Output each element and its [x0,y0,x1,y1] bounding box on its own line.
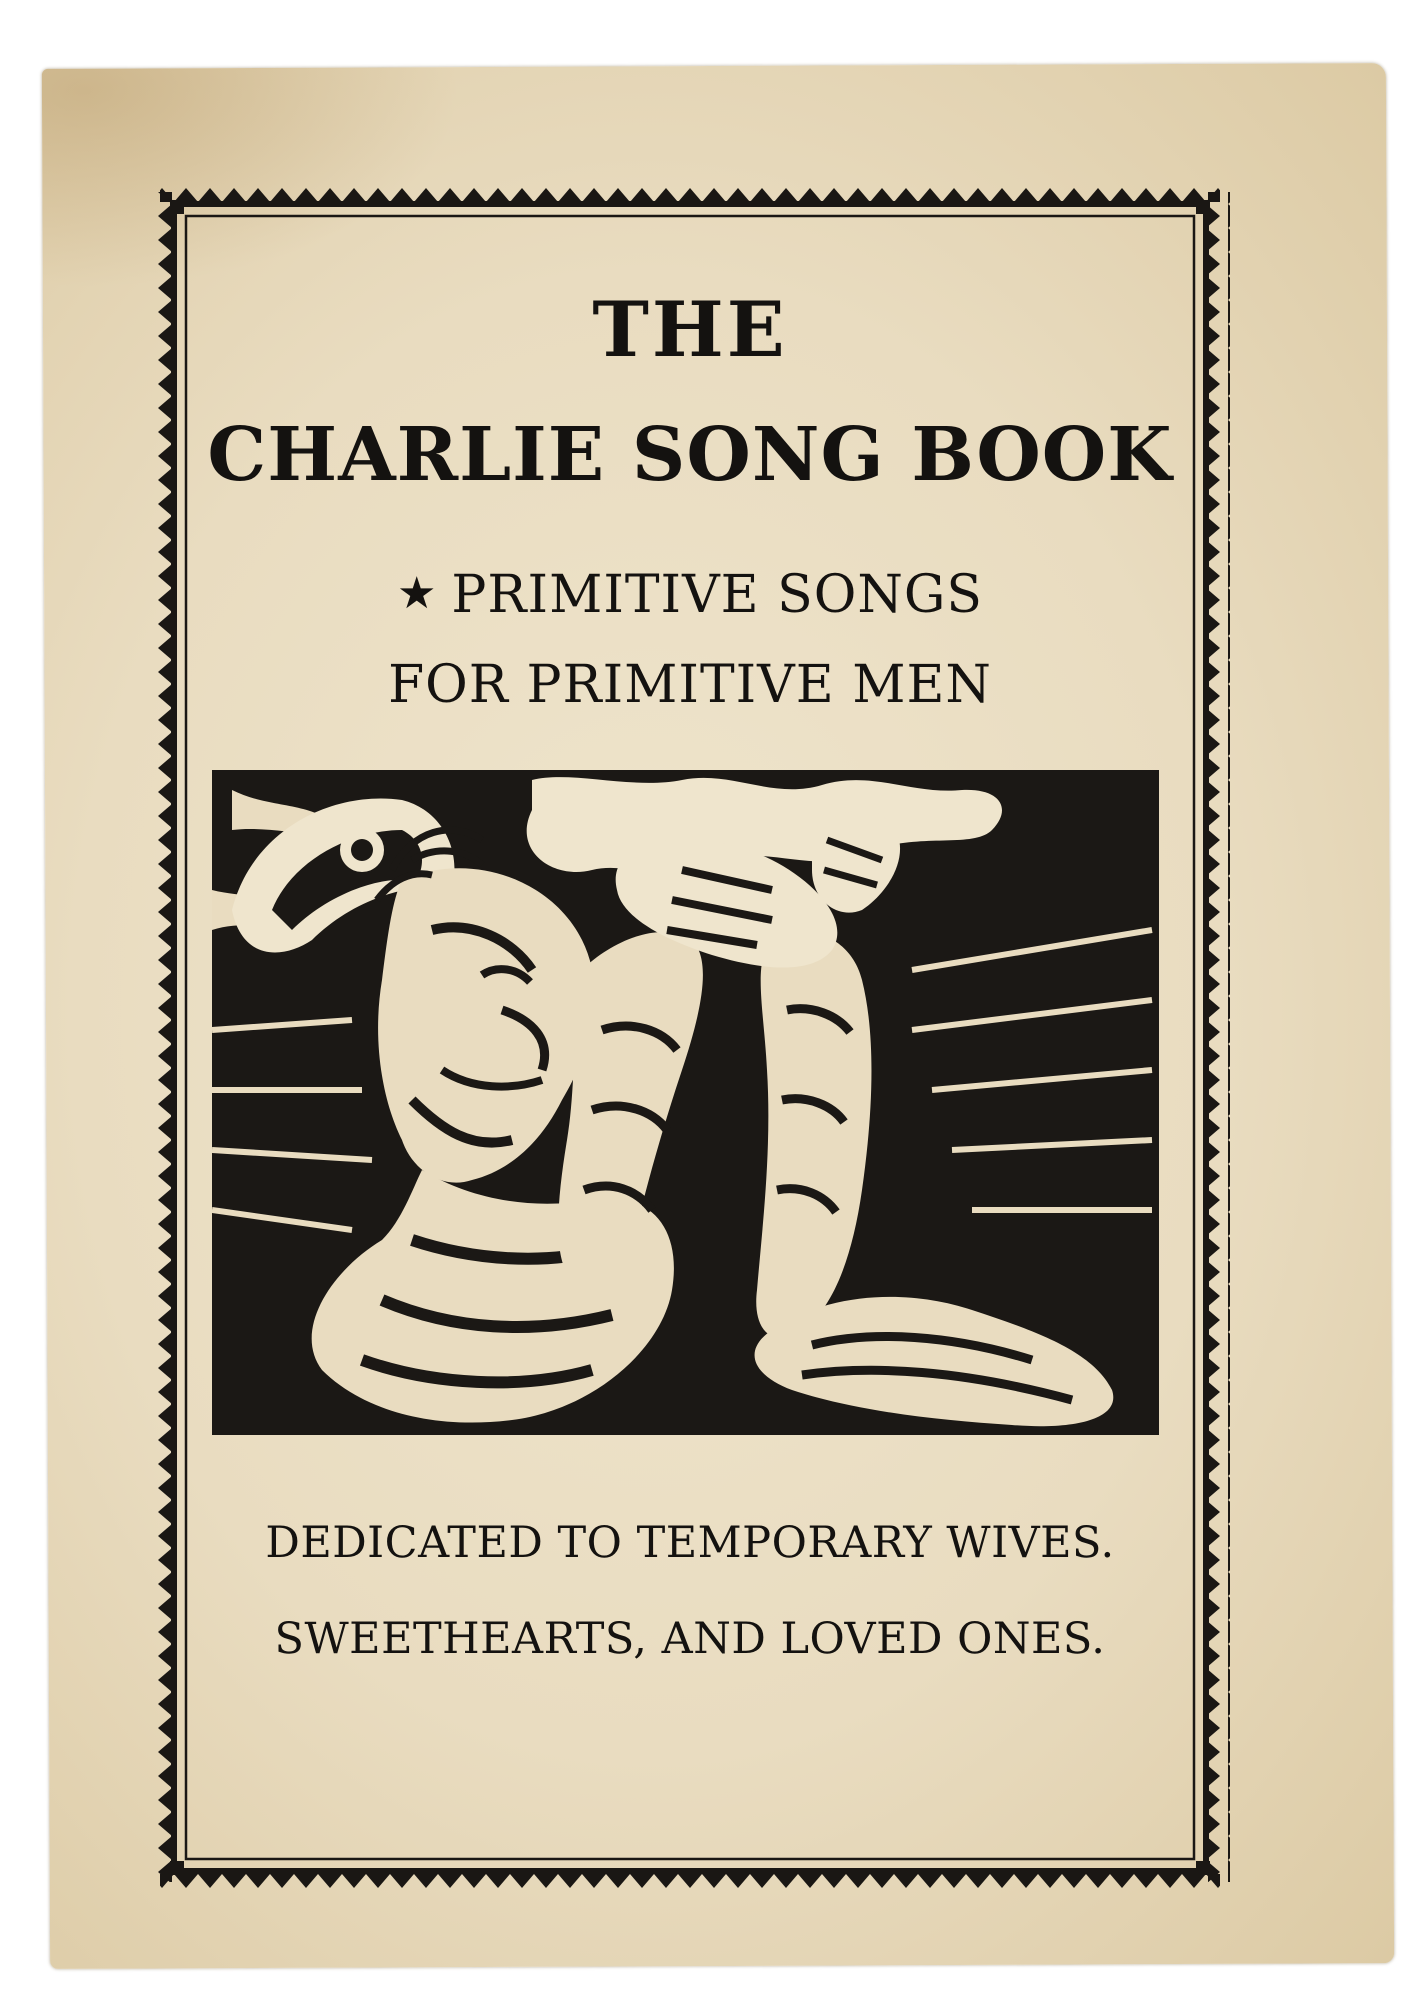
title-line-main: CHARLIE SONG BOOK [207,412,1173,498]
subtitle-text-1: PRIMITIVE SONGS [451,565,984,625]
star-icon: ★ [396,568,438,619]
dedication-line-1: DEDICATED TO TEMPORARY WIVES. [265,1518,1115,1568]
woodcut-illustration [212,770,1159,1435]
subtitle-line-2: FOR PRIMITIVE MEN [388,655,992,715]
dedication-line-2: SWEETHEARTS, AND LOVED ONES. [274,1614,1106,1664]
subtitle-line-1 [190,565,1190,625]
title-line-the: THE [592,285,788,374]
